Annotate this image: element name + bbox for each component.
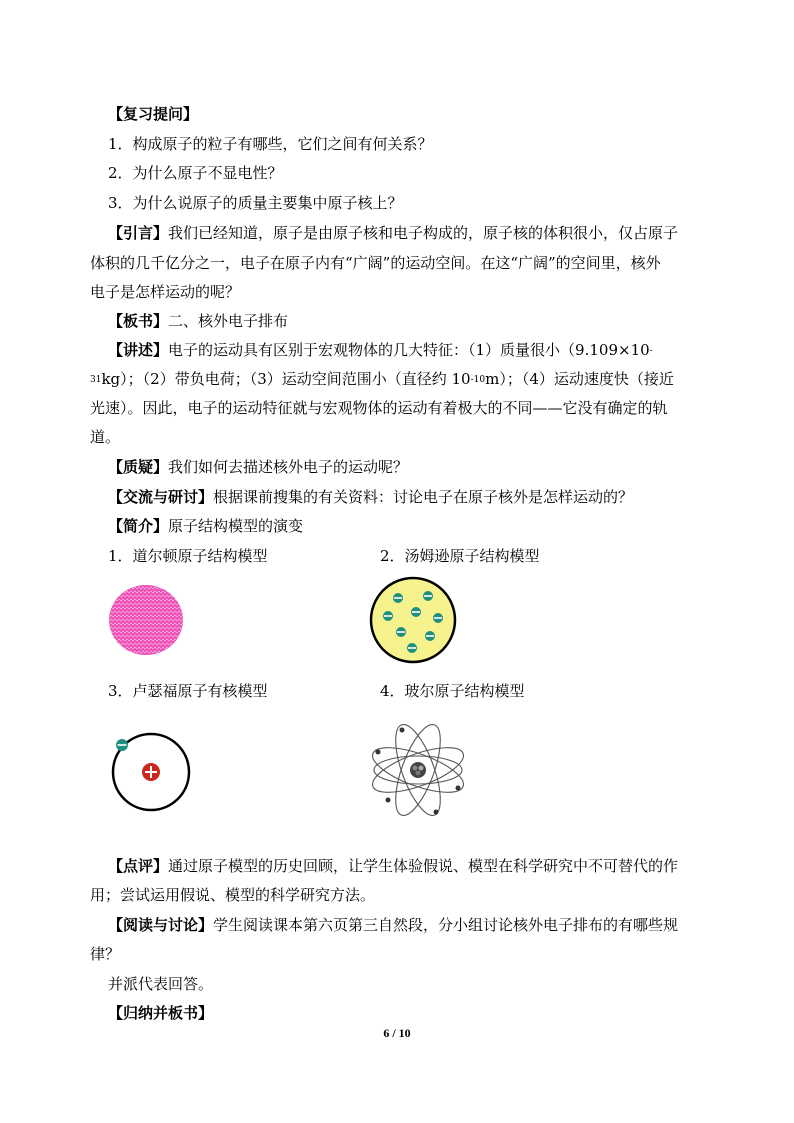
review-question-1: 1．构成原子的粒子有哪些，它们之间有何关系？ <box>108 135 433 153</box>
question-line <box>108 457 408 477</box>
reading-line-2: 律？ <box>90 945 121 963</box>
review-question-3: 3．为什么说原子的质量主要集中原子核上？ <box>108 194 403 212</box>
lecture-line-1 <box>108 340 653 360</box>
reading-line-3: 并派代表回答。 <box>108 975 214 993</box>
review-question-2: 2．为什么原子不显电性？ <box>108 164 283 182</box>
bohr-nucleus <box>410 762 426 778</box>
exchange-tag: 【交流与研讨】 <box>108 488 214 506</box>
lecture-text-2b: m）；（4）运动速度快（接近 <box>485 370 674 388</box>
thomson-model-image <box>368 576 458 664</box>
board-text: 二、核外电子排布 <box>168 312 289 330</box>
lecture-text-2a: kg）；（2）带负电荷；（3）运动空间范围小（直径约 10 <box>101 370 471 388</box>
question-tag: 【质疑】 <box>108 458 169 476</box>
intro-text-1: 我们已经知道，原子是由原子核和电子构成的，原子核的体积很小，仅占原子 <box>168 224 679 242</box>
bohr-model-image <box>366 722 470 818</box>
model-4-caption: 4．玻尔原子结构模型 <box>380 682 525 700</box>
rutherford-electron <box>116 739 128 751</box>
page-number: 6 / 10 <box>383 1026 411 1040</box>
model-3-caption: 3．卢瑟福原子有核模型 <box>108 682 268 700</box>
intro-paragraph-line-1 <box>108 223 678 243</box>
lecture-tag: 【讲述】 <box>108 341 169 359</box>
brief-line <box>108 516 303 536</box>
comment-text-1: 通过原子模型的历史回顾，让学生体验假说、模型在科学研究中不可替代的作 <box>168 857 679 875</box>
comment-tag: 【点评】 <box>108 857 169 875</box>
reading-line-1 <box>108 915 678 935</box>
reading-text-1: 学生阅读课本第六页第三自然段，分小组讨论核外电子排布的有哪些规 <box>213 916 679 934</box>
exchange-line <box>108 487 633 507</box>
intro-tag: 【引言】 <box>108 224 169 242</box>
intro-paragraph-line-3: 电子是怎样运动的呢？ <box>90 283 241 301</box>
model-1-caption: 1．道尔顿原子结构模型 <box>108 547 268 565</box>
lecture-exponent-2: 31 <box>90 375 102 385</box>
intro-paragraph-line-2: 体积的几千亿分之一，电子在原子内有“广阔”的运动空间。在这“广阔”的空间里，核外 <box>90 254 661 272</box>
reading-tag: 【阅读与讨论】 <box>108 916 214 934</box>
exchange-text: 根据课前搜集的有关资料：讨论电子在原子核外是怎样运动的？ <box>213 488 634 506</box>
review-heading: 【复习提问】 <box>108 105 199 123</box>
dalton-sphere <box>109 585 183 655</box>
model-2-caption: 2．汤姆逊原子结构模型 <box>380 547 540 565</box>
board-line <box>108 311 288 331</box>
lecture-text-1: 电子的运动具有区别于宏观物体的几大特征：（1）质量很小（9.109×10 <box>168 341 650 359</box>
lecture-exponent-1: - <box>649 346 653 356</box>
dalton-model-image <box>106 582 186 658</box>
rutherford-model-image <box>104 728 196 814</box>
rutherford-nucleus <box>142 763 160 781</box>
brief-text: 原子结构模型的演变 <box>168 517 304 535</box>
lecture-line-2 <box>90 369 674 389</box>
comment-line-1 <box>108 856 678 876</box>
brief-tag: 【简介】 <box>108 517 169 535</box>
summary-heading: 【归纳并板书】 <box>108 1004 214 1022</box>
lecture-line-4: 道。 <box>90 428 121 446</box>
lecture-line-3: 光速）。因此，电子的运动特征就与宏观物体的运动有着极大的不同——它没有确定的轨 <box>90 399 668 417</box>
board-tag: 【板书】 <box>108 312 169 330</box>
lecture-exponent-3: -10 <box>470 375 486 385</box>
question-text: 我们如何去描述核外电子的运动呢？ <box>168 458 409 476</box>
comment-line-2: 用；尝试运用假说、模型的科学研究方法。 <box>90 886 376 904</box>
